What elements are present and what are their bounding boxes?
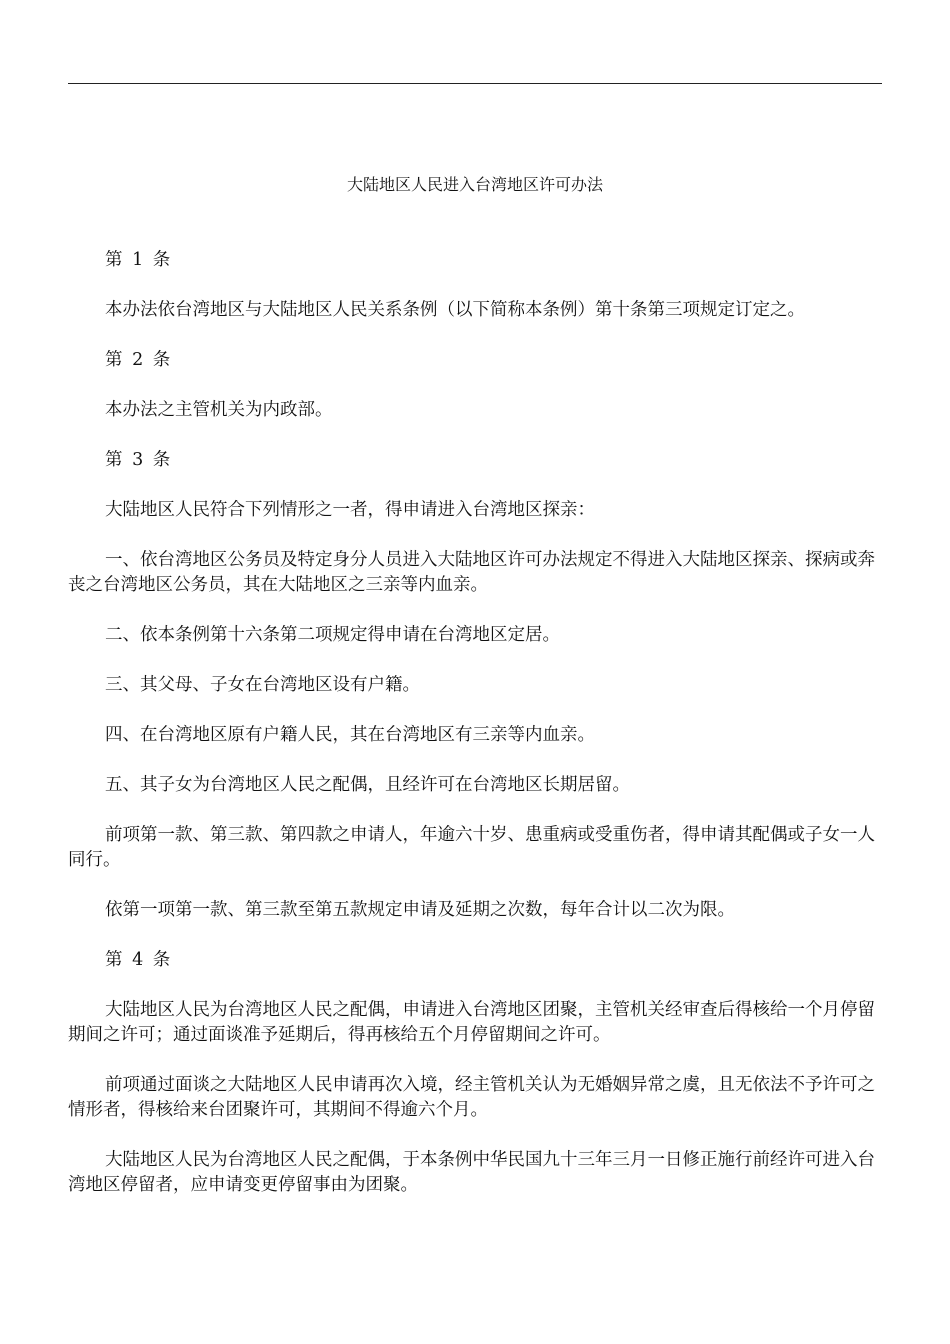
header-rule [68, 83, 882, 84]
article-4-paragraph-2: 前项通过面谈之大陆地区人民申请再次入境，经主管机关认为无婚姻异常之虞，且无依法不予许可之情形者，得核给来台团聚许可，其期间不得逾六个月。 [68, 1075, 875, 1120]
article-4-heading: 第 4 条 [105, 950, 173, 970]
article-4-paragraph-3: 大陆地区人民为台湾地区人民之配偶，于本条例中华民国九十三年三月一日修正施行前经许可进入台湾地区停留者，应申请变更停留事由为团聚。 [68, 1150, 875, 1195]
article-2-heading: 第 2 条 [105, 350, 173, 370]
article-1-paragraph: 本办法依台湾地区与大陆地区人民关系条例（以下简称本条例）第十条第三项规定订定之。 [105, 300, 805, 320]
document-body [68, 248, 886, 1223]
article-3-item-2: 二、依本条例第十六条第二项规定得申请在台湾地区定居。 [105, 625, 560, 645]
article-2-paragraph: 本办法之主管机关为内政部。 [105, 400, 333, 420]
document-title: 大陆地区人民进入台湾地区许可办法 [346, 175, 603, 194]
article-3-item-4: 四、在台湾地区原有户籍人民，其在台湾地区有三亲等内血亲。 [105, 725, 595, 745]
article-3-item-1: 一、依台湾地区公务员及特定身分人员进入大陆地区许可办法规定不得进入大陆地区探亲、探病或奔丧之台湾地区公务员，其在大陆地区之三亲等内血亲。 [68, 550, 875, 595]
article-4-paragraph-1: 大陆地区人民为台湾地区人民之配偶，申请进入台湾地区团聚，主管机关经审查后得核给一个月停留期间之许可；通过面谈准予延期后，得再核给五个月停留期间之许可。 [68, 1000, 875, 1045]
article-3-paragraph: 大陆地区人民符合下列情形之一者，得申请进入台湾地区探亲： [105, 500, 595, 520]
article-3-paragraph-2: 前项第一款、第三款、第四款之申请人，年逾六十岁、患重病或受重伤者，得申请其配偶或子女一人同行。 [68, 825, 875, 870]
article-3-paragraph-3: 依第一项第一款、第三款至第五款规定申请及延期之次数，每年合计以二次为限。 [105, 900, 735, 920]
article-3-heading: 第 3 条 [105, 450, 173, 470]
article-3-item-3: 三、其父母、子女在台湾地区设有户籍。 [105, 675, 420, 695]
article-1-heading: 第 1 条 [105, 250, 173, 270]
article-3-item-5: 五、其子女为台湾地区人民之配偶，且经许可在台湾地区长期居留。 [105, 775, 630, 795]
